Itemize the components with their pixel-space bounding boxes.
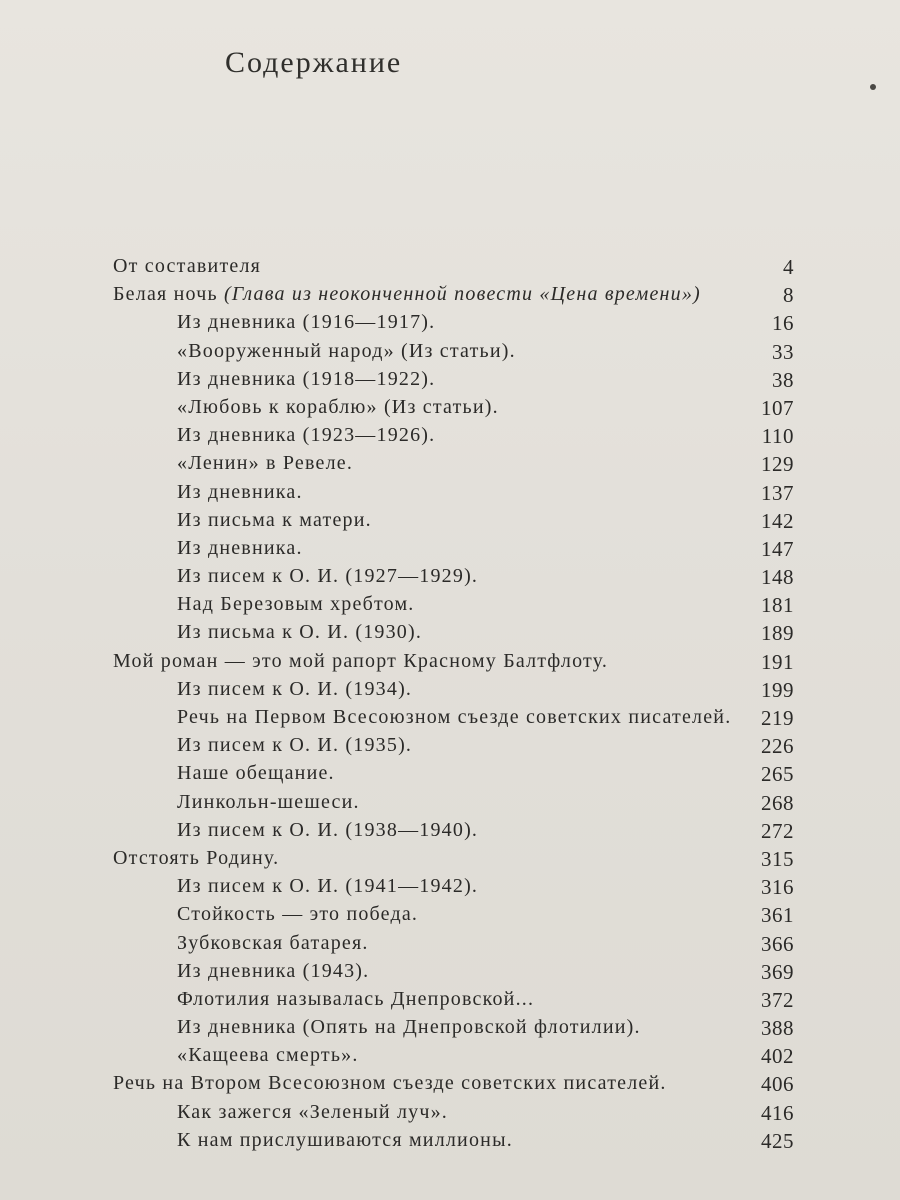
toc-entry	[0, 875, 900, 903]
toc-page-number: 181	[761, 593, 794, 618]
toc-entry-title	[177, 593, 415, 616]
toc-page-number: 425	[761, 1128, 794, 1153]
toc-entry-title	[177, 706, 731, 729]
toc-entry-text: Стойкость — это победа.	[177, 903, 419, 926]
toc-entry-text: Из писем к О. И. (1938—1940).	[177, 818, 479, 841]
toc-entry	[0, 706, 900, 734]
toc-entry-text: Из письма к О. И. (1930).	[177, 621, 423, 644]
toc-entry-title	[177, 368, 435, 391]
toc-entry-text: Из дневника (1943).	[177, 959, 370, 982]
toc-entry-title	[177, 932, 369, 955]
toc-page-number: 4	[783, 255, 794, 279]
toc-entry	[0, 762, 900, 790]
toc-entry-title	[177, 819, 478, 842]
toc-entry-title	[177, 424, 435, 447]
toc-entry	[0, 509, 900, 537]
toc-entry-text: Из писем к О. И. (1935).	[177, 734, 413, 757]
toc-entry-text: Из писем к О. И. (1941—1942).	[177, 875, 479, 898]
toc-entry-text: Наше обещание.	[177, 762, 335, 785]
toc-entry	[0, 593, 900, 621]
toc-entry-title	[113, 1072, 667, 1095]
toc-page-number: 388	[761, 1016, 794, 1041]
toc-entry-text: Из дневника (1916—1917).	[177, 311, 436, 334]
toc-entry-title	[177, 509, 372, 532]
toc-page-number: 107	[761, 395, 794, 420]
toc-entry-title	[177, 1016, 641, 1039]
toc-page-number: 268	[761, 790, 794, 815]
toc-page-number: 38	[772, 367, 794, 392]
toc-entry-text: Из дневника (1918—1922).	[177, 367, 436, 390]
toc-entry-text: Речь на Втором Всесоюзном съезде советских писателей.	[113, 1072, 667, 1095]
toc-entry-text: К нам прислушиваются миллионы.	[177, 1128, 513, 1151]
toc-entry	[0, 678, 900, 706]
toc-entry-title	[177, 960, 369, 983]
toc-page-number: 16	[772, 311, 794, 336]
toc-entry-text: Зубковская батарея.	[177, 931, 369, 954]
toc-entry-text: «Любовь к кораблю» (Из статьи).	[177, 395, 499, 418]
toc-entry-text: Речь на Первом Всесоюзном съезде советских писателей.	[177, 706, 732, 728]
toc-entry-subtitle: (Глава из неоконченной повести «Цена времени»)	[223, 283, 701, 306]
toc-entry	[0, 311, 900, 339]
toc-entry	[0, 960, 900, 988]
toc-entry-title	[177, 565, 478, 588]
toc-page-number: 226	[761, 734, 794, 759]
toc-entry	[0, 1129, 900, 1157]
toc-entry-text: «Вооруженный народ» (Из статьи).	[177, 339, 516, 362]
toc-entry-title	[113, 847, 279, 870]
toc-entry	[0, 424, 900, 452]
toc-entry-text: Из дневника.	[177, 536, 303, 559]
toc-page-number: 316	[761, 875, 794, 900]
toc-entry-title	[177, 396, 499, 419]
toc-entry-title	[177, 621, 422, 644]
toc-entry-text: Линкольн-шешеси.	[177, 790, 360, 813]
toc-entry-title	[177, 791, 360, 814]
toc-page-number: 129	[761, 452, 794, 477]
toc-entry-text: Из писем к О. И. (1927—1929).	[177, 565, 479, 588]
toc-page-number: 369	[761, 959, 794, 984]
toc-entry-title	[177, 762, 335, 785]
toc-entry-title	[177, 875, 478, 898]
toc-entry-text: От составителя	[113, 255, 262, 277]
toc-page-number: 372	[761, 987, 794, 1012]
toc-page-number: 416	[761, 1100, 794, 1125]
toc-page-number: 142	[761, 508, 794, 533]
toc-page-number: 219	[761, 706, 794, 730]
toc-page-number: 402	[761, 1044, 794, 1069]
toc-entry-title	[177, 988, 534, 1011]
toc-entry-title	[177, 678, 412, 701]
toc-entry-title	[177, 311, 435, 334]
toc-page-number: 110	[761, 424, 794, 449]
toc-entry-title	[113, 283, 701, 306]
toc-page-number: 361	[761, 903, 794, 928]
toc-entry	[0, 565, 900, 593]
toc-entry-text: Белая ночь	[113, 283, 224, 306]
toc-entry-title	[177, 1129, 513, 1152]
toc-entry-text: Из дневника (Опять на Днепровской флотилии).	[177, 1016, 641, 1039]
toc-entry-text: Из письма к матери.	[177, 508, 372, 531]
toc-entry-title	[177, 903, 418, 926]
toc-entry	[0, 734, 900, 762]
toc-entry	[0, 650, 900, 678]
toc-entry-text: Из писем к О. И. (1934).	[177, 677, 413, 700]
toc-entry	[0, 1072, 900, 1100]
toc-entry-title	[177, 1044, 359, 1067]
toc-page-number: 265	[761, 762, 794, 787]
toc-entry-title	[113, 255, 261, 278]
toc-entry	[0, 452, 900, 480]
toc-page-number: 191	[761, 649, 794, 674]
toc-entry-text: Из дневника.	[177, 480, 303, 503]
toc-entry	[0, 903, 900, 931]
toc-entry-text: Из дневника (1923—1926).	[177, 424, 436, 447]
table-of-contents	[0, 255, 900, 1157]
toc-entry-title	[113, 650, 608, 673]
toc-entry-text: Как зажегся «Зеленый луч».	[177, 1100, 448, 1123]
toc-page-number: 148	[761, 565, 794, 590]
toc-entry	[0, 255, 900, 283]
toc-entry-text: «Кащеева смерть».	[177, 1044, 359, 1067]
toc-entry-title	[177, 452, 353, 475]
toc-entry	[0, 621, 900, 649]
toc-entry	[0, 481, 900, 509]
toc-entry	[0, 847, 900, 875]
toc-page-number: 406	[761, 1072, 794, 1097]
toc-entry	[0, 396, 900, 424]
toc-entry	[0, 819, 900, 847]
page-title: Содержание	[225, 46, 403, 79]
toc-entry	[0, 932, 900, 960]
toc-page-number: 272	[761, 818, 794, 843]
toc-entry	[0, 1044, 900, 1072]
toc-page-number: 189	[761, 621, 794, 646]
toc-entry	[0, 988, 900, 1016]
toc-entry	[0, 1101, 900, 1129]
toc-entry-text: Мой роман — это мой рапорт Красному Балтфлоту.	[113, 649, 609, 672]
toc-entry	[0, 791, 900, 819]
toc-entry-text: Флотилия называлась Днепровской...	[177, 987, 535, 1010]
toc-entry-title	[177, 340, 516, 363]
toc-entry	[0, 283, 900, 311]
toc-page-number: 33	[772, 339, 794, 364]
toc-page-number: 199	[761, 677, 794, 702]
toc-entry	[0, 340, 900, 368]
toc-page-number: 8	[783, 283, 794, 308]
toc-entry-text: Над Березовым хребтом.	[177, 593, 415, 616]
toc-entry-title	[177, 481, 303, 504]
toc-entry-text: «Ленин» в Ревеле.	[177, 452, 354, 475]
toc-entry	[0, 1016, 900, 1044]
toc-page-number: 147	[761, 536, 794, 561]
toc-entry-title	[177, 1101, 448, 1124]
toc-entry	[0, 537, 900, 565]
page-edge-dot	[870, 84, 876, 90]
toc-entry-title	[177, 734, 412, 757]
toc-entry-text: Отстоять Родину.	[113, 846, 280, 869]
toc-page-number: 137	[761, 480, 794, 505]
toc-page-number: 366	[761, 931, 794, 956]
toc-entry-title	[177, 537, 303, 560]
toc-entry	[0, 368, 900, 396]
toc-page-number: 315	[761, 846, 794, 871]
